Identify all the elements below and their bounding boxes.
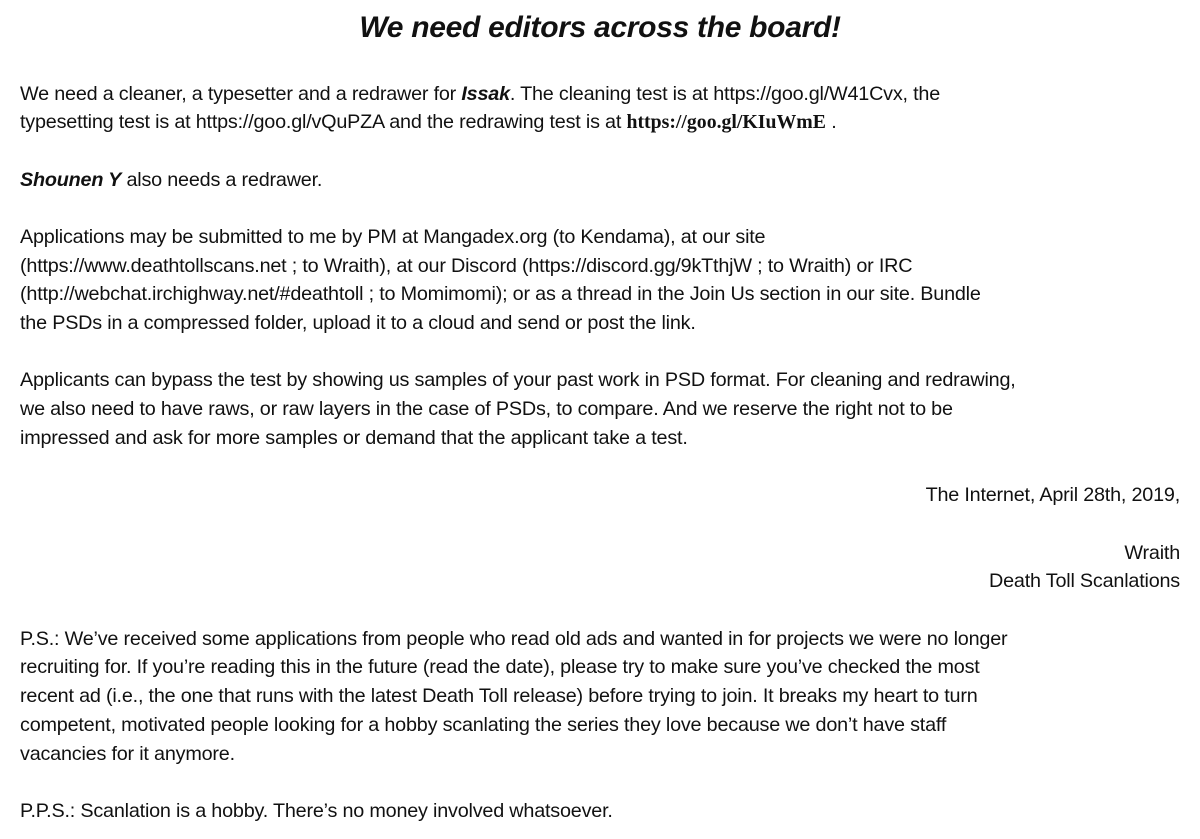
text-run: We need a cleaner, a typesetter and a redrawer for — [20, 82, 462, 105]
text-line: recruiting for. If you’re reading this in the future (read the date), please try to make sure you’ve checked the most — [20, 656, 980, 679]
text-run: typesetting test is at https://goo.gl/vQuPZA and the redrawing test is at — [20, 111, 627, 134]
text-line: recent ad (i.e., the one that runs with the latest Death Toll release) before trying to join. It breaks my heart to turn — [20, 685, 978, 708]
text-line: impressed and ask for more samples or demand that the applicant take a test. — [20, 426, 688, 449]
signature-name: Wraith — [1124, 541, 1180, 564]
text-line: we also need to have raws, or raw layers in the case of PSDs, to compare. And we reserve the right not to be — [20, 398, 953, 421]
text-line: vacancies for it anymore. — [20, 742, 235, 765]
text-line — [20, 108, 1180, 137]
applications-paragraph — [20, 223, 1180, 338]
intro-paragraph — [20, 80, 1180, 137]
group-name: Death Toll Scanlations — [989, 570, 1180, 593]
signature-block — [20, 539, 1180, 596]
text-line: the PSDs in a compressed folder, upload it to a cloud and send or post the link. — [20, 312, 696, 335]
text-line: P.S.: We’ve received some applications from people who read old ads and wanted in for projects we were no longer — [20, 627, 1008, 650]
text-line: competent, motivated people looking for a hobby scanlating the series they love because we don’t have staff — [20, 713, 947, 736]
text-line: The Internet, April 28th, 2019, — [925, 484, 1180, 507]
ps-note — [20, 625, 1180, 769]
text-line: Applications may be submitted to me by PM at Mangadex.org (to Kendama), at our site — [20, 225, 766, 248]
series-name-shounen-y: Shounen Y — [20, 168, 122, 191]
dateline — [20, 481, 1180, 510]
series-name-issak: Issak — [461, 82, 510, 105]
text-line: P.P.S.: Scanlation is a hobby. There’s no money involved whatsoever. — [20, 799, 613, 822]
text-line: (http://webchat.irchighway.net/#deathtoll ; to Momimomi); or as a thread in the Join Us section in our site. Bundle — [20, 283, 981, 306]
redrawing-test-url: https://goo.gl/KIuWmE — [626, 111, 826, 134]
text-line: Applicants can bypass the test by showing us samples of your past work in PSD format. For cleaning and redrawing, — [20, 369, 1016, 392]
text-run: . — [825, 111, 837, 134]
text-line: (https://www.deathtollscans.net ; to Wraith), at our Discord (https://discord.gg/9kTthjW ; to Wraith) or IRC — [20, 254, 913, 277]
text-run: . The cleaning test is at https://goo.gl/W41Cvx, the — [509, 82, 941, 105]
bypass-test-paragraph — [20, 366, 1180, 452]
pps-note — [20, 797, 1180, 826]
page-title: We need editors across the board! — [359, 11, 841, 44]
text-line — [20, 166, 1180, 195]
shounen-y-paragraph — [20, 166, 1180, 195]
text-run: also needs a redrawer. — [121, 168, 323, 191]
text-line — [20, 80, 1180, 109]
